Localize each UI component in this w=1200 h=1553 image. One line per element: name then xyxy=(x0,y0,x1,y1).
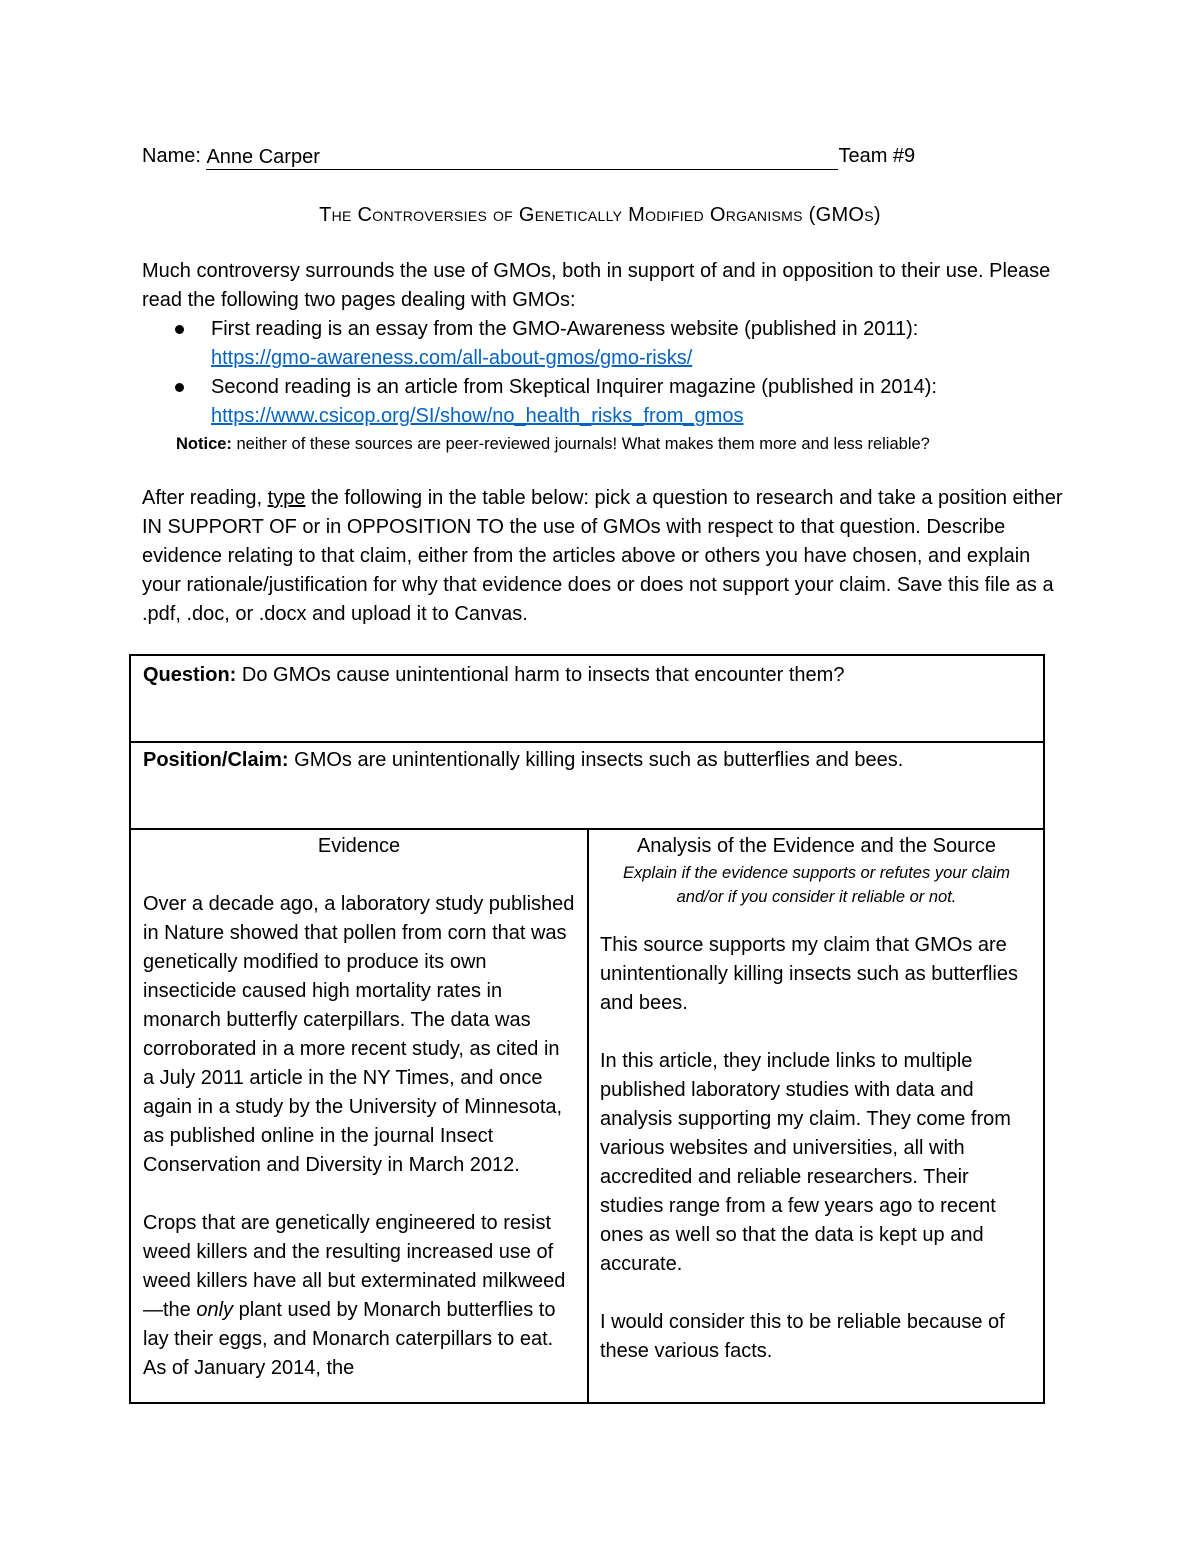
claim-label: Position/Claim: xyxy=(143,749,289,771)
notice-label: Notice: xyxy=(176,435,232,453)
evidence-heading: Evidence xyxy=(317,835,401,857)
question-cell[interactable] xyxy=(131,656,1043,743)
evidence-p2-after: plant used by Monarch butterflies to lay their eggs, and Monarch caterpillars to eat. As of January 2014, the xyxy=(143,1299,556,1379)
bullet-icon xyxy=(175,325,184,334)
team-number: Team #9 xyxy=(838,145,916,167)
instructions-after: the following in the table below: pick a question to research and take a position either IN SUPPORT OF or in OPPOSITION TO the use of GMOs with respect to that question. Describe evidence relating to that claim, either from the articles above or others you have chosen, and explain your rationale/justification for why that evidence does or does not support your claim. Save this file as a .pdf, .doc, or .docx and upload it to Canvas. xyxy=(142,487,1063,625)
instructions-emphasis: type xyxy=(267,487,306,509)
notice xyxy=(142,432,1072,456)
evidence-cell[interactable] xyxy=(131,830,589,1402)
claim-cell[interactable] xyxy=(131,743,1043,830)
reading-1-link[interactable]: https://gmo-awareness.com/all-about-gmos/gmo-risks/ xyxy=(211,347,693,369)
bullet-icon xyxy=(175,383,184,392)
name-team-line xyxy=(142,142,1062,170)
evidence-paragraph-1: Over a decade ago, a laboratory study published in Nature showed that pollen from corn that was genetically modified to produce its own insecticide caused high mortality rates in monarch butterfly caterpillars. The data was corroborated in a more recent study, as cited in a July 2011 article in the NY Times, and once again in a study by the University of Minnesota, as published online in the journal Insect Conservation and Diversity in March 2012. xyxy=(143,893,575,1176)
intro-paragraph: Much controversy surrounds the use of GMOs, both in support of and in opposition to their use. Please read the following two pages dealing with GMOs: xyxy=(142,260,1051,311)
evidence-paragraph-2 xyxy=(143,1209,575,1383)
claim-evidence-table xyxy=(129,654,1045,1404)
document-title: The Controversies of Genetically Modified Organisms (GMOs) xyxy=(319,204,881,226)
analysis-paragraph-2: In this article, they include links to multiple published laboratory studies with data and analysis supporting my claim. They come from various websites and universities, all with accredited and reliable researchers. Their studies range from a few years ago to recent ones as well so that the data is kept up and accurate. xyxy=(600,1050,1011,1275)
reading-2-link[interactable]: https://www.csicop.org/SI/show/no_health_risks_from_gmos xyxy=(211,405,744,427)
analysis-heading: Analysis of the Evidence and the Source xyxy=(636,835,997,857)
claim-text: GMOs are unintentionally killing insects such as butterflies and bees. xyxy=(288,749,904,771)
reading-2-text: Second reading is an article from Skeptical Inquirer magazine (published in 2014): xyxy=(211,376,937,398)
intro-section xyxy=(142,257,1072,456)
name-label: Name: xyxy=(142,145,207,167)
instructions xyxy=(142,484,1072,629)
reading-1-text: First reading is an essay from the GMO-Awareness website (published in 2011): xyxy=(211,318,919,340)
evidence-p2-italic: only xyxy=(196,1299,234,1321)
instructions-paragraph xyxy=(142,484,1072,629)
reading-list xyxy=(142,315,1072,431)
list-item xyxy=(142,373,1072,431)
name-value: Anne Carper xyxy=(206,146,320,168)
question-text: Do GMOs cause unintentional harm to insects that encounter them? xyxy=(236,664,845,686)
evidence-p2-before: Crops that are genetically engineered to resist weed killers and the resulting increased use of weed killers have all but exterminated milkweed—the xyxy=(143,1212,566,1321)
instructions-before: After reading, xyxy=(142,487,268,509)
analysis-paragraph-1: This source supports my claim that GMOs are unintentionally killing insects such as butterflies and bees. xyxy=(600,934,1018,1014)
analysis-cell[interactable] xyxy=(589,830,1043,1402)
analysis-subheading: Explain if the evidence supports or refutes your claim and/or if you consider it reliable or not. xyxy=(622,864,1011,906)
question-label: Question: xyxy=(143,664,237,686)
name-field[interactable] xyxy=(206,145,838,170)
notice-text: neither of these sources are peer-reviewed journals! What makes them more and less reliable? xyxy=(231,435,930,453)
list-item xyxy=(142,315,1072,373)
analysis-paragraph-3: I would consider this to be reliable because of these various facts. xyxy=(600,1311,1005,1362)
